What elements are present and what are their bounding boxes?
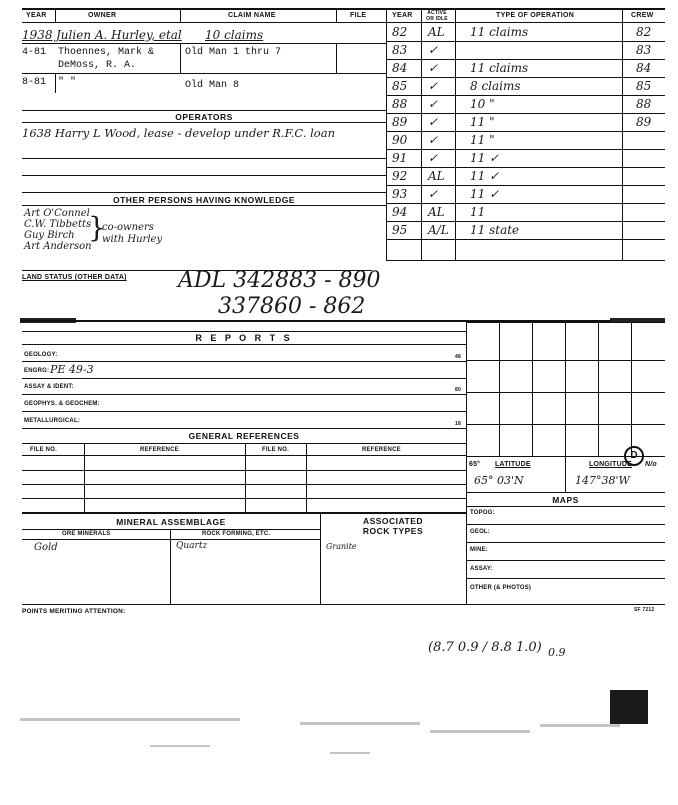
maps-title: MAPS xyxy=(552,495,579,505)
activity-row-active: ✓ xyxy=(428,187,439,201)
activity-row-active: AL xyxy=(428,25,445,39)
activity-row-line xyxy=(386,185,665,186)
activity-row-line xyxy=(386,149,665,150)
activity-row-operation: 11 state xyxy=(470,223,520,237)
activity-row-crew: 83 xyxy=(636,43,652,57)
activity-row-line xyxy=(386,77,665,78)
calc-note-2: 0.9 xyxy=(548,646,566,659)
activity-row-crew: 82 xyxy=(636,25,652,39)
activity-row-operation: 11 " xyxy=(470,133,495,147)
activity-row-crew: 89 xyxy=(636,115,652,129)
reports-geology-num: 48 xyxy=(455,354,461,360)
owner-row-4-year: 8-81 xyxy=(22,77,47,88)
hdr-claim-name: CLAIM NAME xyxy=(228,12,276,19)
reports-assay-num: 80 xyxy=(455,387,461,393)
owner-row-4-claim: Old Man 8 xyxy=(185,80,240,91)
activity-row-crew: 85 xyxy=(636,79,652,93)
hdr-type-of-operation: TYPE OF OPERATION xyxy=(496,12,575,19)
knowledge-brace: } xyxy=(88,211,106,244)
activity-row-line xyxy=(386,59,665,60)
maps-geol: GEOL: xyxy=(470,529,490,535)
knowledge-person-2: C.W. Tibbetts xyxy=(24,219,92,230)
activity-row-year: 84 xyxy=(392,61,408,75)
activity-row-operation: 11 " xyxy=(470,115,495,129)
knowledge-note-2: with Hurley xyxy=(102,234,163,245)
knowledge-title: OTHER PERSONS HAVING KNOWLEDGE xyxy=(112,195,296,205)
maps-mine: MINE: xyxy=(470,547,488,553)
reports-engrg-value: PE 49-3 xyxy=(50,363,94,376)
hdr-year-2: YEAR xyxy=(392,12,413,19)
owner-row-3-owner: DeMoss, R. A. xyxy=(58,60,137,71)
circle-mark: D xyxy=(624,446,644,466)
owner-row-4-owner: " " xyxy=(58,77,77,88)
reports-metallurgical-num: 18 xyxy=(455,421,461,427)
activity-row-operation: 11 xyxy=(470,205,486,219)
hdr-file: FILE xyxy=(350,12,367,19)
activity-row-active: AL xyxy=(428,169,445,183)
latitude-degree: 65° xyxy=(469,461,481,468)
activity-row-year: 82 xyxy=(392,25,408,39)
activity-row-active: AL xyxy=(428,205,445,219)
activity-row-year: 93 xyxy=(392,187,408,201)
activity-row-year: 89 xyxy=(392,115,408,129)
reports-title: R E P O R T S xyxy=(195,333,293,343)
reports-engrg-label: ENGRG: xyxy=(24,368,50,374)
reports-metallurgical-label: METALLURGICAL: xyxy=(24,418,81,424)
activity-row-active: ✓ xyxy=(428,61,439,75)
longitude-label: LONGITUDE xyxy=(589,461,633,468)
activity-row-year: 95 xyxy=(392,223,408,237)
ore-mineral-value: Gold xyxy=(34,542,58,553)
associated-title-2: ROCK TYPES xyxy=(362,526,424,536)
reports-geology-label: GEOLOGY: xyxy=(24,352,58,358)
mineral-assemblage-title: MINERAL ASSEMBLAGE xyxy=(116,517,226,527)
hdr-crew: CREW xyxy=(631,12,654,19)
activity-row-operation: 11 ✓ xyxy=(470,151,500,165)
activity-row-active: ✓ xyxy=(428,43,439,57)
longitude-value: 147°38'W xyxy=(575,474,630,487)
activity-row-line xyxy=(386,167,665,168)
activity-row-year: 88 xyxy=(392,97,408,111)
knowledge-person-3: Guy Birch xyxy=(24,230,75,241)
operators-entry: 1638 Harry L Wood, lease - develop under R.F.C. loan xyxy=(22,126,335,140)
gen-ref-col-reference-1: REFERENCE xyxy=(140,447,179,453)
activity-row-year: 90 xyxy=(392,133,408,147)
latitude-value: 65° 03'N xyxy=(474,474,524,487)
activity-row-active: ✓ xyxy=(428,151,439,165)
maps-assay: ASSAY: xyxy=(470,566,493,572)
knowledge-person-1: Art O'Connel xyxy=(24,208,90,219)
rock-forming-value: Quartz xyxy=(176,541,208,551)
owner-row-2-year: 4-81 xyxy=(22,47,47,58)
activity-row-line xyxy=(386,221,665,222)
activity-row-operation: 11 ✓ xyxy=(470,187,500,201)
reports-assay-label: ASSAY & IDENT: xyxy=(24,384,74,390)
owner-row-2-claim: Old Man 1 thru 7 xyxy=(185,47,282,58)
general-references-title: GENERAL REFERENCES xyxy=(188,431,300,441)
associated-title-1: ASSOCIATED xyxy=(362,516,424,526)
gen-ref-col-file-2: FILE NO. xyxy=(262,447,289,453)
gen-ref-col-reference-2: REFERENCE xyxy=(362,447,401,453)
land-status-line-1: ADL 342883 - 890 xyxy=(178,268,381,293)
form-number: SF 7212 xyxy=(634,607,655,613)
latitude-label: LATITUDE xyxy=(495,461,531,468)
activity-row-crew: 88 xyxy=(636,97,652,111)
activity-row-line xyxy=(386,203,665,204)
owner-row-2-owner: Thoennes, Mark & xyxy=(58,47,155,58)
activity-row-line xyxy=(386,131,665,132)
land-status-line-2: 337860 - 862 xyxy=(218,294,366,319)
operators-title: OPERATORS xyxy=(175,112,233,122)
activity-row-active: ✓ xyxy=(428,133,439,147)
calc-note: (8.7 0.9 / 8.8 1.0) xyxy=(428,640,542,655)
activity-row-operation: 8 claims xyxy=(470,79,521,93)
activity-row-line xyxy=(386,113,665,114)
maps-other: OTHER (& PHOTOS) xyxy=(470,585,532,591)
activity-row-operation: 10 " xyxy=(470,97,495,111)
owner-row-1-claim: 10 claims xyxy=(205,28,264,42)
activity-row-line xyxy=(386,95,665,96)
activity-row-active: ✓ xyxy=(428,79,439,93)
activity-row-operation: 11 claims xyxy=(470,25,529,39)
activity-row-crew: 84 xyxy=(636,61,652,75)
hdr-active-idle: ACTIVE OR IDLE xyxy=(426,10,448,22)
rock-forming-label: ROCK FORMING, ETC. xyxy=(202,531,271,537)
knowledge-note-1: co-owners xyxy=(102,222,154,233)
ore-minerals-label: ORE MINERALS xyxy=(62,531,111,537)
activity-row-operation: 11 ✓ xyxy=(470,169,500,183)
activity-row-year: 83 xyxy=(392,43,408,57)
knowledge-person-4: Art Anderson xyxy=(24,241,92,252)
hdr-owner: OWNER xyxy=(88,12,117,19)
longitude-tag: N/o xyxy=(645,461,657,468)
activity-row-year: 94 xyxy=(392,205,408,219)
associated-rock-value: Granite xyxy=(326,542,357,551)
activity-row-operation: 11 claims xyxy=(470,61,529,75)
points-meriting-attention: POINTS MERITING ATTENTION: xyxy=(22,608,126,615)
activity-row-year: 91 xyxy=(392,151,408,165)
reports-geophys-label: GEOPHYS. & GEOCHEM: xyxy=(24,401,100,407)
gen-ref-col-file-1: FILE NO. xyxy=(30,447,57,453)
activity-row-year: 92 xyxy=(392,169,408,183)
activity-row-active: A/L xyxy=(428,223,449,237)
activity-row-active: ✓ xyxy=(428,115,439,129)
owner-row-1-owner: Julien A. Hurley, etal xyxy=(56,28,182,42)
owner-row-1-year: 1938 xyxy=(22,28,53,42)
activity-row-line xyxy=(386,239,665,240)
hdr-year: YEAR xyxy=(26,12,47,19)
activity-row-active: ✓ xyxy=(428,97,439,111)
land-status-label: LAND STATUS (OTHER DATA) xyxy=(22,274,127,281)
activity-row-year: 85 xyxy=(392,79,408,93)
maps-topog: TOPOG: xyxy=(470,510,495,516)
activity-row-line xyxy=(386,41,665,42)
